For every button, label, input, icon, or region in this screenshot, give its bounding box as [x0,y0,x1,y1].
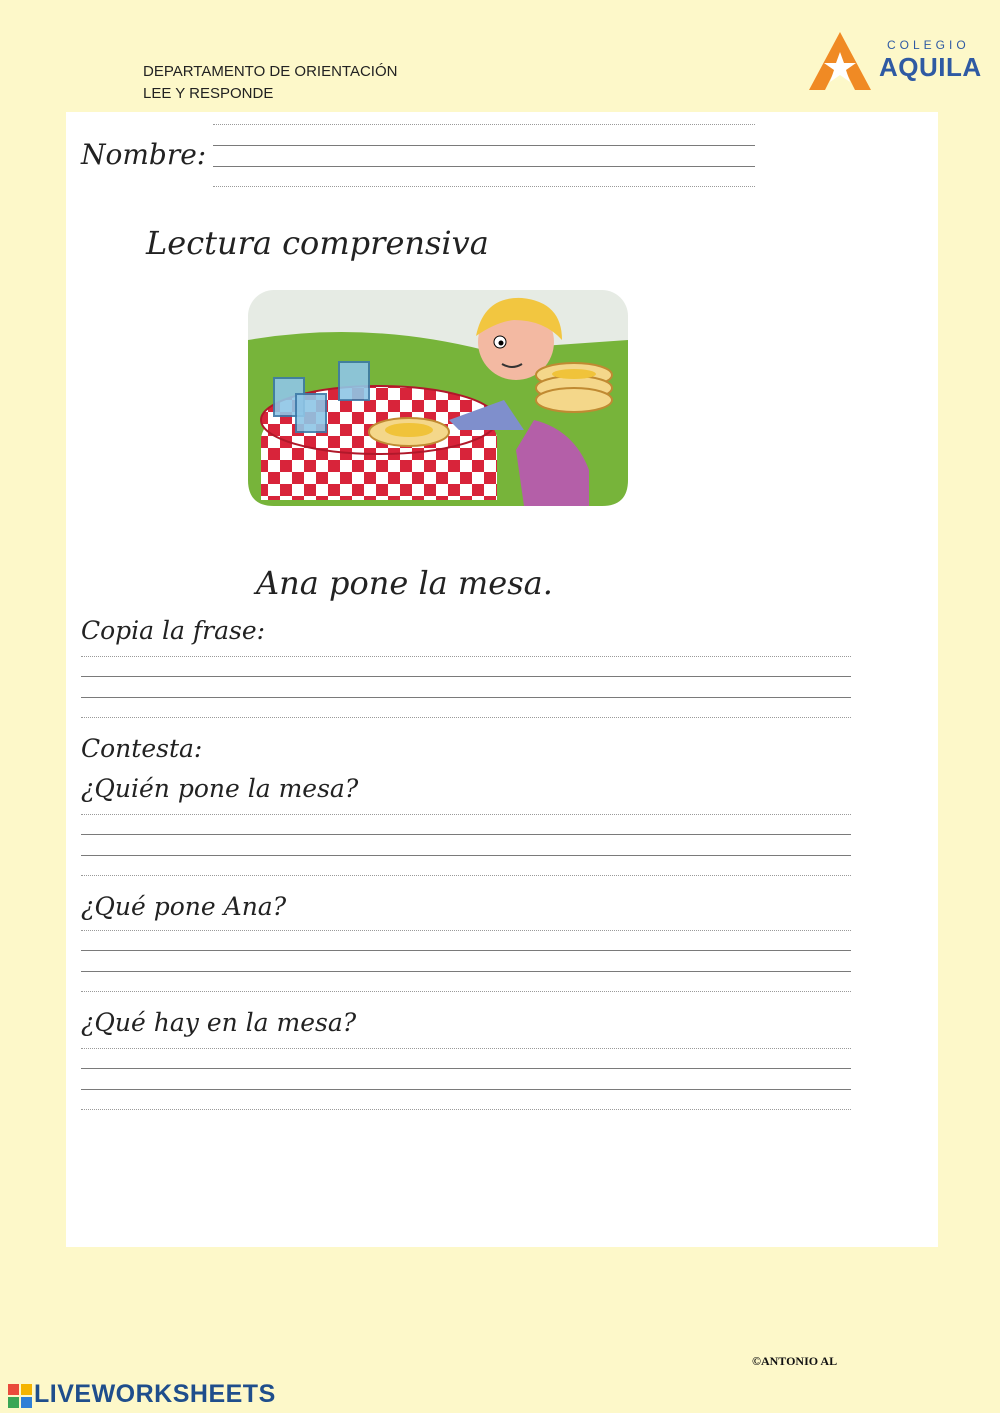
question-3: ¿Qué hay en la mesa? [81,1008,357,1037]
department-label: DEPARTAMENTO DE ORIENTACIÓN [143,63,398,80]
worksheet-subtitle: LEE Y RESPONDE [143,85,274,102]
worksheet-title: Lectura comprensiva [146,224,489,262]
school-logo [805,30,985,94]
copy-answer-field[interactable] [81,656,851,720]
liveworksheets-text: LIVEWORKSHEETS [34,1380,276,1408]
answer-field-1[interactable] [81,814,851,878]
reading-sentence: Ana pone la mesa. [256,564,553,602]
header-text [143,61,397,105]
liveworksheets-logo-icon [8,1384,32,1408]
answer-label: Contesta: [81,734,203,763]
star-logo-icon [805,30,875,94]
answer-field-3[interactable] [81,1048,851,1112]
name-label: Nombre: [81,138,207,171]
question-1: ¿Quién pone la mesa? [81,774,359,803]
question-2: ¿Qué pone Ana? [81,892,287,921]
name-answer-field[interactable] [213,124,755,188]
girl-setting-table-illustration-icon [244,280,634,512]
copyright-text: ©ANTONIO AL [752,1354,838,1368]
answer-field-2[interactable] [81,930,851,994]
worksheet-sheet [66,112,938,1247]
logo-small-text: COLEGIO [887,38,970,52]
logo-big-text: AQUILA [879,52,982,82]
copy-label: Copia la frase: [81,616,266,645]
